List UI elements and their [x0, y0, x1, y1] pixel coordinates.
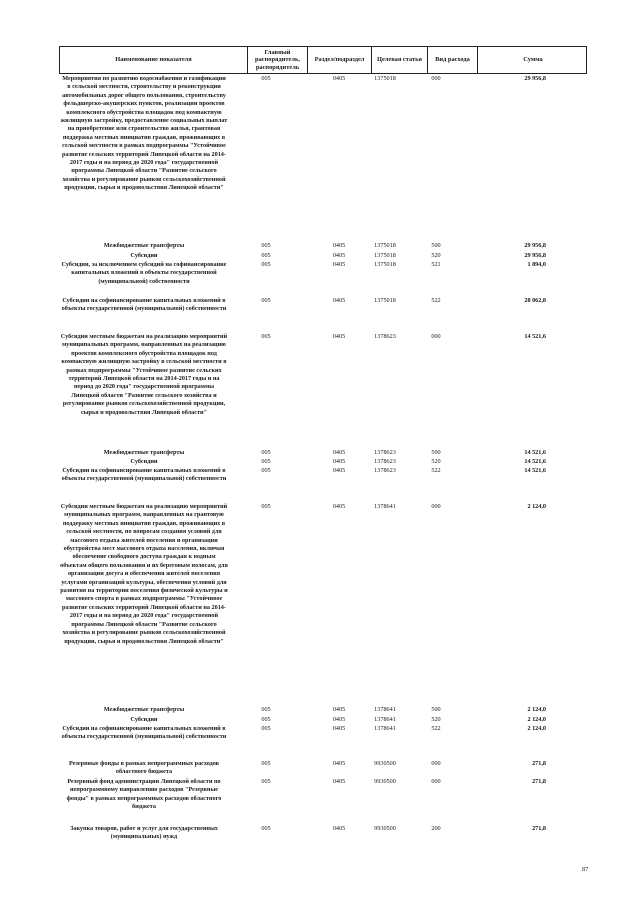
row-section: 0405: [332, 825, 346, 832]
row-section: 0405: [332, 333, 346, 340]
row-target: 9930500: [374, 825, 396, 832]
row-name: Субсидии, за исключением субсидий на софинансирование капитальных вложений в объекты государственной (муниципальной) собственности: [61, 261, 227, 285]
row-section: 0405: [332, 503, 346, 510]
row-admin: 005: [261, 467, 271, 474]
row-type: 000: [431, 503, 441, 510]
row-target: 1375018: [374, 261, 396, 268]
row-type: 500: [431, 242, 441, 249]
row-section: 0405: [332, 242, 346, 249]
row-type: 500: [431, 706, 441, 713]
row-sum: 29 956,8: [524, 75, 546, 82]
row-admin: 005: [261, 778, 271, 785]
row-name: Субсидии: [130, 458, 158, 465]
row-admin: 005: [261, 333, 271, 340]
header-sum: Сумма: [523, 56, 543, 64]
row-admin: 005: [261, 458, 271, 465]
row-name: Мероприятия по развитию водоснабжения и газификации в сельской местности, строительству и реконструкции автомобильных дорог общего пользования, строительству фельдшерско-акушерских пунктов, реализации проектов комплексного обустройства площадок под компактную жилищную застройку, предоставление социальных выплат на приобретение или строительство жилья, грантовая поддержка местных инициатив граждан, проживающих в сельской местности в рамках подпрограммы "Устойчивое развитие сельских территорий Липецкой области на 2014-2017 годы и на период до 2020 года" государственной программы Липецкой области "Развитие сельского хозяйства и регулирование рынков сельскохозяйственной продукции, сырья и продовольствия Липецкой области": [60, 75, 228, 192]
row-target: 1378641: [374, 706, 396, 713]
row-name: Закупка товаров, работ и услуг для государственных (муниципальных) нужд: [70, 825, 218, 841]
row-section: 0405: [332, 297, 346, 304]
row-name: Субсидии на софинансирование капитальных вложений в объекты государственной (муниципальной) собственности: [61, 725, 227, 741]
row-type: 000: [431, 760, 441, 767]
header-name: Наименование показателя: [60, 47, 248, 73]
row-type: 000: [431, 75, 441, 82]
row-sum: 14 521,6: [524, 333, 546, 340]
row-name: Межбюджетные трансферты: [103, 706, 185, 713]
row-name: Субсидии на софинансирование капитальных вложений в объекты государственной (муниципальной) собственности: [61, 467, 227, 483]
row-section: 0405: [332, 778, 346, 785]
row-admin: 005: [261, 725, 271, 732]
row-sum: 1 894,0: [527, 261, 546, 268]
row-admin: 005: [261, 261, 271, 268]
row-admin: 005: [261, 825, 271, 832]
row-sum: 29 956,8: [524, 252, 546, 259]
row-target: 9930500: [374, 760, 396, 767]
row-section: 0405: [332, 706, 346, 713]
row-admin: 005: [261, 75, 271, 82]
row-sum: 271,8: [532, 778, 546, 785]
row-admin: 005: [261, 503, 271, 510]
row-section: 0405: [332, 716, 346, 723]
row-type: 500: [431, 449, 441, 456]
row-admin: 005: [261, 297, 271, 304]
row-admin: 005: [261, 760, 271, 767]
row-section: 0405: [332, 458, 346, 465]
row-sum: 2 124,0: [527, 725, 546, 732]
row-sum: 28 062,8: [524, 297, 546, 304]
page-number: 87: [582, 866, 589, 873]
row-target: 1378641: [374, 725, 396, 732]
row-target: 1375018: [374, 252, 396, 259]
row-type: 520: [431, 458, 441, 465]
header-section: Раздел/подраздел: [308, 47, 372, 73]
row-target: 1378641: [374, 716, 396, 723]
header-target: Целевая статья: [372, 47, 428, 73]
row-sum: 271,8: [532, 760, 546, 767]
row-name: Субсидии: [130, 252, 158, 259]
row-section: 0405: [332, 75, 346, 82]
row-admin: 005: [261, 242, 271, 249]
row-type: 000: [431, 778, 441, 785]
row-target: 1375018: [374, 297, 396, 304]
table-header: [59, 46, 587, 74]
row-section: 0405: [332, 261, 346, 268]
row-admin: 005: [261, 716, 271, 723]
row-name: Межбюджетные трансферты: [103, 449, 185, 456]
row-type: 522: [431, 467, 441, 474]
row-sum: 14 521,6: [524, 467, 546, 474]
row-name: Субсидии местным бюджетам на реализацию мероприятий муниципальных программ, направленных на грантовую поддержку местных инициатив граждан, проживающих в сельской местности, по вопросам создания условий для массового отдыха жителей поселения и организации обустройства мест массового отдыха населения, включая обеспечение свободного доступа граждан к водным объектам общего пользования и их береговым полосам, для организации досуга и обеспечения жителей поселения услугами организаций культуры, обеспечения условий для развития на территории поселения физической культуры и массового спорта в рамках подпрограммы "Устойчивое развитие сельских территорий Липецкой области на 2014-2017 годы и на период до 2020 года" государственной программы Липецкой области "Развитие сельского хозяйства и регулирование рынков сельскохозяйственной продукции, сырья и продовольствия Липецкой области": [60, 503, 228, 645]
row-admin: 005: [261, 706, 271, 713]
row-sum: 271,8: [532, 825, 546, 832]
row-type: 200: [431, 825, 441, 832]
row-sum: 14 521,6: [524, 449, 546, 456]
row-name: Межбюджетные трансферты: [103, 242, 185, 249]
row-sum: 2 124,0: [527, 706, 546, 713]
row-type: 522: [431, 725, 441, 732]
row-section: 0405: [332, 252, 346, 259]
row-target: 1378623: [374, 458, 396, 465]
row-target: 1378623: [374, 467, 396, 474]
row-section: 0405: [332, 449, 346, 456]
header-admin: Главный распорядитель, распорядитель: [248, 47, 308, 73]
row-name: Субсидии на софинансирование капитальных вложений в объекты государственной (муниципальной) собственности: [61, 297, 227, 313]
row-sum: 2 124,0: [527, 716, 546, 723]
row-type: 000: [431, 333, 441, 340]
row-type: 522: [431, 297, 441, 304]
row-name: Резервный фонд администрации Липецкой области по непрограммному направлению расходов "Резервные фонды" в рамках непрограммных расходов областного бюджета: [66, 778, 222, 811]
header-type: Вид расхода: [428, 47, 478, 73]
row-target: 1378623: [374, 449, 396, 456]
row-admin: 005: [261, 449, 271, 456]
row-sum: 2 124,0: [527, 503, 546, 510]
row-type: 521: [431, 261, 441, 268]
row-target: 1378641: [374, 503, 396, 510]
row-sum: 29 956,8: [524, 242, 546, 249]
row-name: Субсидии местным бюджетам на реализацию мероприятий муниципальных программ, направленных на реализацию проектов комплексного обустройства площадок под компактную жилищную застройку в сельской местности в рамках подпрограммы "Устойчивое развитие сельских территорий Липецкой области на 2014-2017 годы и на период до 2020 года" государственной программы Липецкой области "Развитие сельского хозяйства и регулирование рынков сельскохозяйственной продукции, сырья и продовольствия Липецкой области": [60, 333, 228, 416]
row-section: 0405: [332, 725, 346, 732]
row-section: 0405: [332, 467, 346, 474]
row-target: 1378623: [374, 333, 396, 340]
row-name: Субсидии: [130, 716, 158, 723]
row-target: 9930500: [374, 778, 396, 785]
row-section: 0405: [332, 760, 346, 767]
row-sum: 14 521,6: [524, 458, 546, 465]
row-target: 1375018: [374, 242, 396, 249]
row-name: Резервные фонды в рамках непрограммных расходов областного бюджета: [68, 760, 220, 776]
row-type: 520: [431, 716, 441, 723]
row-target: 1375018: [374, 75, 396, 82]
row-admin: 005: [261, 252, 271, 259]
row-type: 520: [431, 252, 441, 259]
